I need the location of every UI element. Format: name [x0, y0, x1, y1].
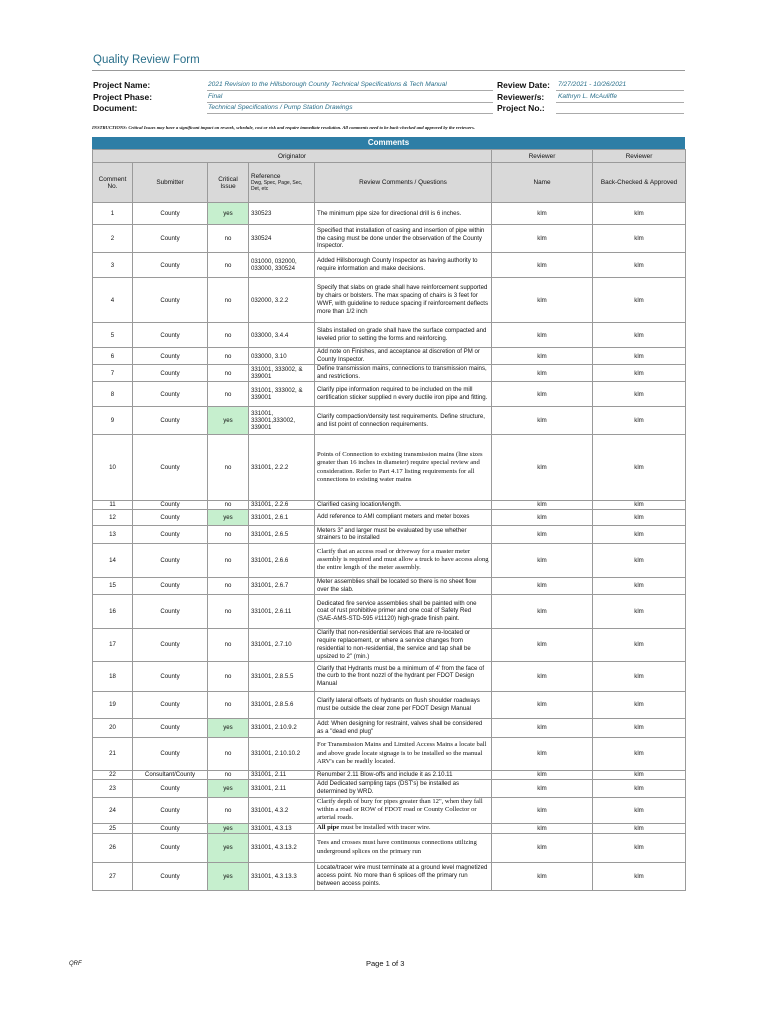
comment-no-cell: 24 [93, 797, 133, 823]
comment-no-cell: 12 [93, 509, 133, 525]
submitter-cell: County [133, 661, 208, 691]
submitter-cell: County [133, 862, 208, 890]
table-row [93, 253, 686, 278]
back-checked-cell: klm [593, 797, 686, 823]
submitter-cell: County [133, 253, 208, 278]
col-review-comments: Review Comments / Questions [315, 163, 492, 203]
reference-cell: 331001, 2.6.1 [249, 509, 315, 525]
comment-cell: For Transmission Mains and Limited Access Mains a locate ball and above grade locate signage is to be installed so the manual ARV's can be readily located. [315, 737, 492, 770]
col-reference-subtitle: Dwg, Spec, Page, Sec, Det, etc [251, 180, 303, 192]
reference-cell: 331001, 2.6.6 [249, 543, 315, 577]
reviewer-name-cell: klm [492, 737, 593, 770]
critical-issue-cell: no [208, 691, 249, 718]
back-checked-cell: klm [593, 509, 686, 525]
table-row [93, 661, 686, 691]
critical-issue-cell: yes [208, 779, 249, 797]
comment-no-cell: 5 [93, 323, 133, 348]
comment-no-cell: 21 [93, 737, 133, 770]
reviewer-name-cell: klm [492, 577, 593, 594]
project-name-label: Project Name: [93, 80, 151, 90]
comment-no-cell: 22 [93, 770, 133, 779]
reference-cell: 331001, 333002, & 339001 [249, 365, 315, 382]
comment-no-cell: 13 [93, 525, 133, 543]
reference-cell: 331001, 2.8.5.5 [249, 661, 315, 691]
critical-issue-cell: no [208, 525, 249, 543]
back-checked-cell: klm [593, 382, 686, 407]
back-checked-cell: klm [593, 628, 686, 661]
project-no-label: Project No.: [497, 103, 545, 113]
col-name: Name [492, 163, 593, 203]
submitter-cell: County [133, 225, 208, 253]
submitter-cell: County [133, 407, 208, 435]
table-row [93, 278, 686, 323]
table-row [93, 691, 686, 718]
table-row [93, 382, 686, 407]
reference-cell: 331001, 333002, & 339001 [249, 382, 315, 407]
submitter-cell: County [133, 382, 208, 407]
submitter-cell: County [133, 501, 208, 510]
comment-cell: Meter assemblies shall be located so there is no sheet flow over the slab. [315, 577, 492, 594]
reference-cell: 331001, 333001,333002, 339001 [249, 407, 315, 435]
back-checked-cell: klm [593, 348, 686, 365]
reference-cell: 330524 [249, 225, 315, 253]
reviewer-name-cell: klm [492, 509, 593, 525]
reference-cell: 331001, 2.10.10.2 [249, 737, 315, 770]
comments-header: Comments [92, 137, 685, 149]
reviewer-name-cell: klm [492, 435, 593, 501]
back-checked-cell: klm [593, 203, 686, 225]
critical-issue-cell: no [208, 737, 249, 770]
critical-issue-cell: no [208, 628, 249, 661]
reference-cell: 331001, 4.3.2 [249, 797, 315, 823]
comment-cell: Slabs installed on grade shall have the surface compacted and leveled prior to setting the forms and reinforcing. [315, 323, 492, 348]
comment-cell: Clarified casing location/length. [315, 501, 492, 510]
reviewer-name-cell: klm [492, 253, 593, 278]
reference-cell: 331001, 2.8.5.6 [249, 691, 315, 718]
form-title: Quality Review Form [93, 54, 200, 66]
review-date-value: 7/27/2021 - 10/26/2021 [558, 81, 627, 88]
critical-issue-cell: no [208, 501, 249, 510]
critical-issue-cell: no [208, 323, 249, 348]
critical-issue-cell: no [208, 797, 249, 823]
col-reference [249, 163, 315, 203]
back-checked-cell: klm [593, 691, 686, 718]
submitter-cell: County [133, 278, 208, 323]
reviewer-name-cell: klm [492, 382, 593, 407]
reference-cell: 331001, 2.7.10 [249, 628, 315, 661]
reviewer-name-cell: klm [492, 407, 593, 435]
comment-cell: Tees and crosses must have continuous connections utilizing underground splices on the primary run [315, 833, 492, 862]
critical-issue-cell: yes [208, 833, 249, 862]
comment-no-cell: 1 [93, 203, 133, 225]
comment-no-cell: 2 [93, 225, 133, 253]
submitter-cell: County [133, 509, 208, 525]
reviewer-name-cell: klm [492, 278, 593, 323]
back-checked-cell: klm [593, 862, 686, 890]
back-checked-cell: klm [593, 833, 686, 862]
table-row [93, 348, 686, 365]
reference-cell: 331001, 4.3.13.2 [249, 833, 315, 862]
comment-text: must be installed with tracer wire. [339, 823, 431, 831]
comment-cell: Clarify depth of bury for pipes greater than 12", when they fall within a road or ROW of FDOT road or County Collector or arterial roads. [315, 797, 492, 823]
comment-no-cell: 17 [93, 628, 133, 661]
reviewer-name-cell: klm [492, 365, 593, 382]
submitter-cell: County [133, 737, 208, 770]
comment-cell: Specify that slabs on grade shall have reinforcement supported by chairs or bolsters. The max spacing of chairs is 3 feet for WWF, with guideline to reduce spacing if reinforcement deflects more than 1/2 inch [315, 278, 492, 323]
submitter-cell: County [133, 823, 208, 833]
title-rule [92, 70, 685, 71]
comment-cell: Clarify lateral offsets of hydrants on flush shoulder roadways must be outside the clear zone per FDOT Design Manual [315, 691, 492, 718]
critical-issue-cell: no [208, 543, 249, 577]
comment-cell: The minimum pipe size for directional drill is 6 inches. [315, 203, 492, 225]
reference-cell: 033000, 3.4.4 [249, 323, 315, 348]
table-row [93, 323, 686, 348]
reference-cell: 331001, 2.6.11 [249, 594, 315, 628]
table-row [93, 862, 686, 890]
col-back-checked: Back-Checked & Approved [593, 163, 686, 203]
back-checked-cell: klm [593, 253, 686, 278]
comment-cell: Dedicated fire service assemblies shall be painted with one coat of rust prohibitive primer and one coat of Safety Red (SAE-AMS-STD-595 #11120) high-grade finish paint. [315, 594, 492, 628]
reference-cell: 033000, 3.10 [249, 348, 315, 365]
table-row [93, 509, 686, 525]
comment-cell: Clarify that non-residential services that are re-located or require replacement, or where a service changes from residential to non-residential, the service and tap shall be upsized to 2" (min.) [315, 628, 492, 661]
critical-issue-cell: yes [208, 823, 249, 833]
comment-cell: Add Dedicated sampling taps (DST's) be installed as determined by WRD. [315, 779, 492, 797]
reviewer-name-cell: klm [492, 797, 593, 823]
table-row [93, 594, 686, 628]
reviewer-name-cell: klm [492, 661, 593, 691]
table-row [93, 823, 686, 833]
col-critical-issue: Critical Issue [208, 163, 249, 203]
back-checked-cell: klm [593, 525, 686, 543]
submitter-cell: County [133, 435, 208, 501]
critical-issue-cell: no [208, 365, 249, 382]
table-row [93, 737, 686, 770]
table-row [93, 628, 686, 661]
comment-no-cell: 15 [93, 577, 133, 594]
reviewer-name-cell: klm [492, 525, 593, 543]
reviewer-name-cell: klm [492, 779, 593, 797]
project-phase-label: Project Phase: [93, 92, 153, 102]
submitter-cell: County [133, 525, 208, 543]
reviewers-label: Reviewer/s: [497, 92, 545, 102]
table-row [93, 833, 686, 862]
reviewer-name-cell: klm [492, 543, 593, 577]
critical-issue-cell: no [208, 253, 249, 278]
table-row [93, 577, 686, 594]
back-checked-cell: klm [593, 718, 686, 737]
originator-group-header: Originator [93, 150, 492, 163]
reference-cell: 331001, 2.11 [249, 770, 315, 779]
footer-form-code: QRF [69, 961, 82, 967]
reviewer-name-cell: klm [492, 501, 593, 510]
comment-cell: Specified that installation of casing and insertion of pipe within the casing must be done under the observation of the County Inspector. [315, 225, 492, 253]
back-checked-cell: klm [593, 823, 686, 833]
col-submitter: Submitter [133, 163, 208, 203]
reference-cell: 032000, 3.2.2 [249, 278, 315, 323]
reference-cell: 331001, 2.2.2 [249, 435, 315, 501]
back-checked-cell: klm [593, 543, 686, 577]
comment-no-cell: 25 [93, 823, 133, 833]
comments-table [92, 149, 686, 891]
document-label: Document: [93, 103, 138, 113]
reviewer-name-cell: klm [492, 203, 593, 225]
submitter-cell: County [133, 779, 208, 797]
reviewer-name-cell: klm [492, 862, 593, 890]
critical-issue-cell: no [208, 435, 249, 501]
comment-no-cell: 18 [93, 661, 133, 691]
back-checked-cell: klm [593, 737, 686, 770]
comment-no-cell: 27 [93, 862, 133, 890]
table-row [93, 203, 686, 225]
back-checked-cell: klm [593, 770, 686, 779]
table-row [93, 525, 686, 543]
back-checked-cell: klm [593, 278, 686, 323]
comment-bold-text: All pipe [317, 823, 340, 831]
comment-no-cell: 9 [93, 407, 133, 435]
comment-no-cell: 7 [93, 365, 133, 382]
comment-cell: Add note on Finishes, and acceptance at discretion of PM or County Inspector. [315, 348, 492, 365]
reference-cell: 331001, 2.6.7 [249, 577, 315, 594]
table-row [93, 770, 686, 779]
table-row [93, 225, 686, 253]
reviewer-name-cell: klm [492, 628, 593, 661]
instructions: INSTRUCTIONS: Critical Issues may have a significant impact on rework, schedule, cost or risk and require immediate resolution. All comments need to be back-checked and approved by the reviewers. [92, 125, 475, 130]
back-checked-cell: klm [593, 407, 686, 435]
comment-no-cell: 26 [93, 833, 133, 862]
comment-no-cell: 10 [93, 435, 133, 501]
critical-issue-cell: no [208, 661, 249, 691]
table-row [93, 501, 686, 510]
reviewer-name-cell: klm [492, 770, 593, 779]
reviewer-group-header-2: Reviewer [593, 150, 686, 163]
submitter-cell: County [133, 718, 208, 737]
submitter-cell: County [133, 203, 208, 225]
reviewer-name-cell: klm [492, 348, 593, 365]
comment-cell: Define transmission mains, connections to transmission mains, and restrictions. [315, 365, 492, 382]
col-comment-no: Comment No. [93, 163, 133, 203]
comment-cell: Renumber 2.11 Blow-offs and include it as 2.10.11 [315, 770, 492, 779]
back-checked-cell: klm [593, 225, 686, 253]
reviewer-name-cell: klm [492, 718, 593, 737]
critical-issue-cell: no [208, 577, 249, 594]
comment-cell: Add: When designing for restraint, valves shall be considered as a "dead end plug" [315, 718, 492, 737]
reviewers-value: Kathryn L. McAuliffe [558, 93, 618, 100]
reference-cell: 331001, 2.11 [249, 779, 315, 797]
reviewer-name-cell: klm [492, 323, 593, 348]
back-checked-cell: klm [593, 779, 686, 797]
reference-cell: 331001, 4.3.13 [249, 823, 315, 833]
back-checked-cell: klm [593, 661, 686, 691]
critical-issue-cell: no [208, 594, 249, 628]
reference-cell: 331001, 2.6.5 [249, 525, 315, 543]
reference-cell: 331001, 4.3.13.3 [249, 862, 315, 890]
comment-cell [315, 823, 492, 833]
comment-no-cell: 19 [93, 691, 133, 718]
comment-no-cell: 16 [93, 594, 133, 628]
comment-cell: Locate/tracer wire must terminate at a ground level magnetized access point. No more than 6 splices off the primary run between access points. [315, 862, 492, 890]
comment-no-cell: 8 [93, 382, 133, 407]
comment-no-cell: 3 [93, 253, 133, 278]
comment-cell: Points of Connection to existing transmission mains (line sizes greater than 16 inches in diameter) require special review and consideration. Refer to Part 4.17 listing requirements for all connections to existing water mains [315, 435, 492, 501]
comment-cell: Add reference to AMI compliant meters and meter boxes [315, 509, 492, 525]
comment-no-cell: 11 [93, 501, 133, 510]
submitter-cell: County [133, 348, 208, 365]
back-checked-cell: klm [593, 501, 686, 510]
table-row [93, 435, 686, 501]
back-checked-cell: klm [593, 435, 686, 501]
table-row [93, 365, 686, 382]
comment-cell: Clarify that an access road or driveway for a master meter assembly is required and must allow a truck to have access along the entire length of the meter assembly. [315, 543, 492, 577]
col-reference-title: Reference [251, 173, 281, 180]
reference-cell: 331001, 2.10.9.2 [249, 718, 315, 737]
reviewer-name-cell: klm [492, 833, 593, 862]
reference-cell: 330523 [249, 203, 315, 225]
table-row [93, 779, 686, 797]
reference-cell: 331001, 2.2.6 [249, 501, 315, 510]
critical-issue-cell: no [208, 770, 249, 779]
comment-cell: Clarify that Hydrants must be a minimum of 4' from the face of the curb to the front nozzl of the hydrant per FDOT Design Manual [315, 661, 492, 691]
reviewer-group-header: Reviewer [492, 150, 593, 163]
critical-issue-cell: no [208, 278, 249, 323]
reviewer-name-cell: klm [492, 823, 593, 833]
critical-issue-cell: no [208, 348, 249, 365]
back-checked-cell: klm [593, 365, 686, 382]
submitter-cell: Consultant/County [133, 770, 208, 779]
table-row [93, 797, 686, 823]
comment-no-cell: 14 [93, 543, 133, 577]
submitter-cell: County [133, 543, 208, 577]
submitter-cell: County [133, 365, 208, 382]
comment-cell: Clarify pipe information required to be included on the mill certification sticker supplied n every ductile iron pipe and fitting. [315, 382, 492, 407]
project-name-value: 2021 Revision to the Hillsborough County Technical Specifications & Tech Manual [208, 81, 447, 88]
review-date-label: Review Date: [497, 80, 550, 90]
critical-issue-cell: yes [208, 203, 249, 225]
comment-cell: Added Hillsborough County Inspector as having authority to require information and make decisions. [315, 253, 492, 278]
submitter-cell: County [133, 797, 208, 823]
reference-cell: 031000, 032000, 033000, 330524 [249, 253, 315, 278]
comment-no-cell: 4 [93, 278, 133, 323]
submitter-cell: County [133, 594, 208, 628]
comment-no-cell: 6 [93, 348, 133, 365]
critical-issue-cell: yes [208, 862, 249, 890]
project-phase-value: Final [208, 93, 223, 100]
reviewer-name-cell: klm [492, 594, 593, 628]
comment-cell: Clarify compaction/density test requirements. Define structure, and list point of connection requirements. [315, 407, 492, 435]
table-row [93, 543, 686, 577]
critical-issue-cell: yes [208, 407, 249, 435]
comment-no-cell: 23 [93, 779, 133, 797]
comment-no-cell: 20 [93, 718, 133, 737]
comment-cell: Meters 3" and larger must be evaluated by use whether strainers to be installed [315, 525, 492, 543]
table-row [93, 407, 686, 435]
critical-issue-cell: no [208, 382, 249, 407]
critical-issue-cell: yes [208, 509, 249, 525]
submitter-cell: County [133, 833, 208, 862]
table-row [93, 718, 686, 737]
submitter-cell: County [133, 577, 208, 594]
back-checked-cell: klm [593, 594, 686, 628]
submitter-cell: County [133, 628, 208, 661]
back-checked-cell: klm [593, 577, 686, 594]
reviewer-name-cell: klm [492, 691, 593, 718]
critical-issue-cell: no [208, 225, 249, 253]
document-value: Technical Specifications / Pump Station Drawings [208, 104, 353, 111]
back-checked-cell: klm [593, 323, 686, 348]
submitter-cell: County [133, 323, 208, 348]
critical-issue-cell: yes [208, 718, 249, 737]
page-number: Page 1 of 3 [366, 959, 405, 968]
submitter-cell: County [133, 691, 208, 718]
reviewer-name-cell: klm [492, 225, 593, 253]
